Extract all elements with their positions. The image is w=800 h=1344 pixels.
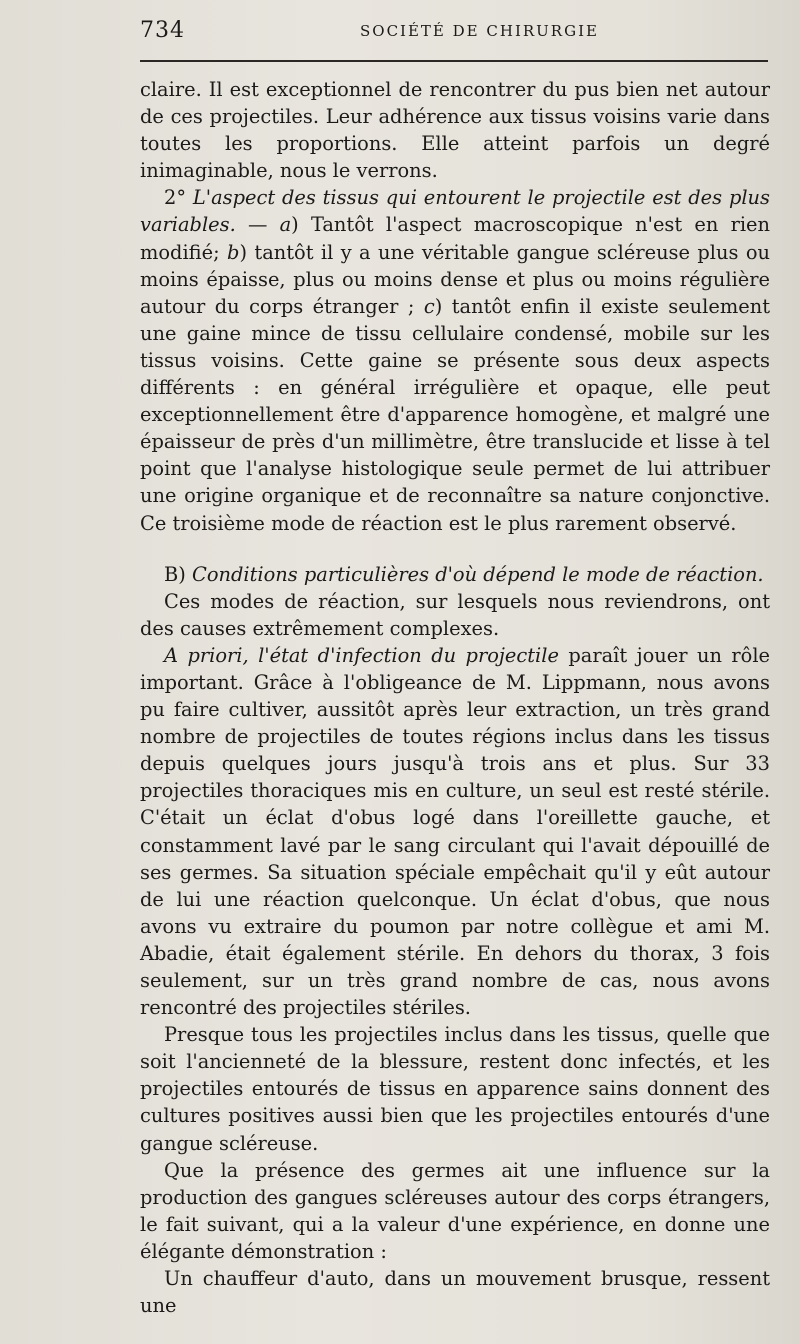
enum-letter: c xyxy=(423,294,435,318)
enum-letter: a xyxy=(279,213,292,237)
paragraph-text: Un chauffeur d'auto, dans un mouvement brusque, ressent une xyxy=(140,1267,770,1318)
header-rule xyxy=(140,60,768,62)
running-head: SOCIÉTÉ DE CHIRURGIE xyxy=(360,22,599,40)
paragraph xyxy=(140,642,770,1021)
paragraph xyxy=(140,76,770,184)
paragraph-text: ) tantôt enfin il existe seulement une gaine mince de tissu cellulaire condensé, mobile sur les tissus voisins. Cette gaine se présente sous deux aspects différents : en général irrégulière et opaque, elle peut exceptionnellement être d'apparence homogène, et malgré une épaisseur de près d'un millimètre, être translucide et lisse à tel point que l'analyse histologique seule permet de lui attribuer une origine organique et de reconnaître sa nature conjonctive. Ce troisième mode de réaction est le plus rarement observé. xyxy=(140,294,770,535)
italic-heading: L'aspect des tissus qui entourent le projectile est des plus variables. xyxy=(140,186,770,237)
paragraph xyxy=(140,1021,770,1156)
paragraph-text: paraît jouer un rôle important. Grâce à l'obligeance de M. Lippmann, nous avons pu faire cultiver, aussitôt après leur extraction, un très grand nombre de projectiles de toutes régions inclus dans les tissus depuis quelques jours jusqu'à trois ans et plus. Sur 33 projectiles thoraciques mis en culture, un seul est resté stérile. C'était un éclat d'obus logé dans l'oreillette gauche, et constamment lavé par le sang circulant qui l'avait dépouillé de ses germes. Sa situation spéciale empêchait qu'il y eût autour de lui une réaction quelconque. Un éclat d'obus, que nous avons vu extraire du poumon par notre collègue et ami M. Abadie, était également stérile. En dehors du thorax, 3 fois seulement, sur un très grand nombre de cas, nous avons rencontré des projectiles stériles. xyxy=(140,643,771,1020)
page-header xyxy=(140,18,768,46)
paragraph xyxy=(140,588,770,642)
enum-letter: b xyxy=(227,240,240,264)
paragraph-text: Ces modes de réaction, sur lesquels nous reviendrons, ont des causes extrêmement complexes. xyxy=(140,589,770,640)
italic-phrase: A priori, l'état d'infection du projectile xyxy=(164,643,559,667)
paragraph-text: Presque tous les projectiles inclus dans les tissus, quelle que soit l'ancienneté de la blessure, restent donc infectés, et les projectiles entourés de tissus en apparence sains donnent des cultures positives aussi bien que les projectiles entourés d'une gangue scléreuse. xyxy=(140,1023,770,1155)
body-text xyxy=(140,76,770,1319)
section-title: Conditions particulières d'où dépend le mode de réaction. xyxy=(191,562,764,586)
section-heading xyxy=(140,561,770,588)
paragraph-text: ) Tantôt l'aspect macroscopique n'est en rien modifié; xyxy=(140,213,771,264)
dash: — xyxy=(235,213,280,237)
paragraph-text: claire. Il est exceptionnel de rencontrer du pus bien net autour de ces projectiles. Leur adhérence aux tissus voisins varie dans toutes les proportions. Elle atteint parfois un degré inimaginable, nous le verrons. xyxy=(140,78,770,183)
paragraph xyxy=(140,1157,770,1265)
paragraph xyxy=(140,1265,770,1319)
paragraph-text: Que la présence des germes ait une influence sur la production des gangues scléreuses autour des corps étrangers, le fait suivant, qui a la valeur d'une expérience, en donne une élégante démonstration : xyxy=(140,1158,770,1263)
paragraph-text: ) tantôt il y a une véritable gangue scléreuse plus ou moins épaisse, plus ou moins dense et plus ou moins régulière autour du corps étranger ; xyxy=(140,240,770,318)
paragraph xyxy=(140,184,770,536)
section-label: B) xyxy=(164,562,192,586)
page-number: 734 xyxy=(140,18,185,43)
item-number: 2° xyxy=(164,186,193,210)
